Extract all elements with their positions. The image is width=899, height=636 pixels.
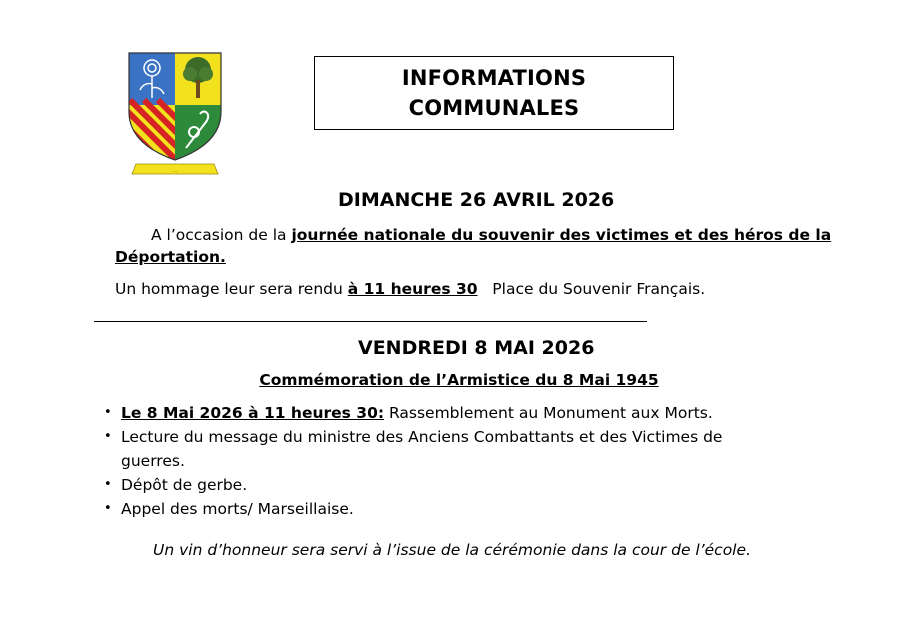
list-item-continuation bbox=[104, 449, 722, 473]
event2-subheading: Commémoration de l’Armistice du 8 Mai 1945 bbox=[259, 371, 659, 389]
crest-banner-motto: … bbox=[172, 168, 178, 174]
list-item bbox=[104, 425, 722, 449]
list-item-text: Lecture du message du ministre des Anciens Combattants et des Victimes de bbox=[121, 428, 723, 446]
bullet-icon: • bbox=[104, 429, 112, 444]
event1-emphasis-2: Déportation. bbox=[115, 248, 226, 266]
ceremony-time: Le 8 Mai 2026 à 11 heures 30: bbox=[121, 404, 385, 422]
title-line-1: INFORMATIONS bbox=[401, 66, 587, 90]
list-item-text: Dépôt de gerbe. bbox=[121, 476, 248, 494]
list-item-text: Rassemblement au Monument aux Morts. bbox=[384, 404, 713, 422]
list-item bbox=[104, 497, 722, 521]
closing-note: Un vin d’honneur sera servi à l’issue de la cérémonie dans la cour de l’école. bbox=[153, 541, 751, 559]
title-box bbox=[314, 56, 674, 130]
bullet-icon: • bbox=[104, 405, 112, 420]
list-item-text: Appel des morts/ Marseillaise. bbox=[121, 500, 354, 518]
homage-prefix: Un hommage leur sera rendu bbox=[115, 280, 348, 298]
bullet-icon: • bbox=[104, 501, 112, 516]
title-line-2: COMMUNALES bbox=[408, 96, 580, 120]
coat-of-arms-logo bbox=[126, 50, 224, 180]
event1-intro-line-2 bbox=[115, 246, 226, 268]
list-item-text: guerres. bbox=[121, 452, 185, 470]
list-item bbox=[104, 401, 722, 425]
bullet-icon: • bbox=[104, 477, 112, 492]
ceremony-program-list bbox=[104, 401, 722, 521]
event1-homage bbox=[115, 278, 705, 300]
section-divider bbox=[94, 321, 647, 322]
homage-time: à 11 heures 30 bbox=[347, 280, 478, 298]
homage-place: Place du Souvenir Français. bbox=[477, 280, 706, 298]
event1-heading: DIMANCHE 26 AVRIL 2026 bbox=[338, 189, 615, 211]
event1-intro: A l’occasion de la bbox=[151, 226, 292, 244]
event2-heading: VENDREDI 8 MAI 2026 bbox=[358, 337, 595, 359]
event1-emphasis-1: journée nationale du souvenir des victimes et des héros de la bbox=[291, 226, 832, 244]
event1-intro-line bbox=[151, 224, 831, 246]
list-item bbox=[104, 473, 722, 497]
